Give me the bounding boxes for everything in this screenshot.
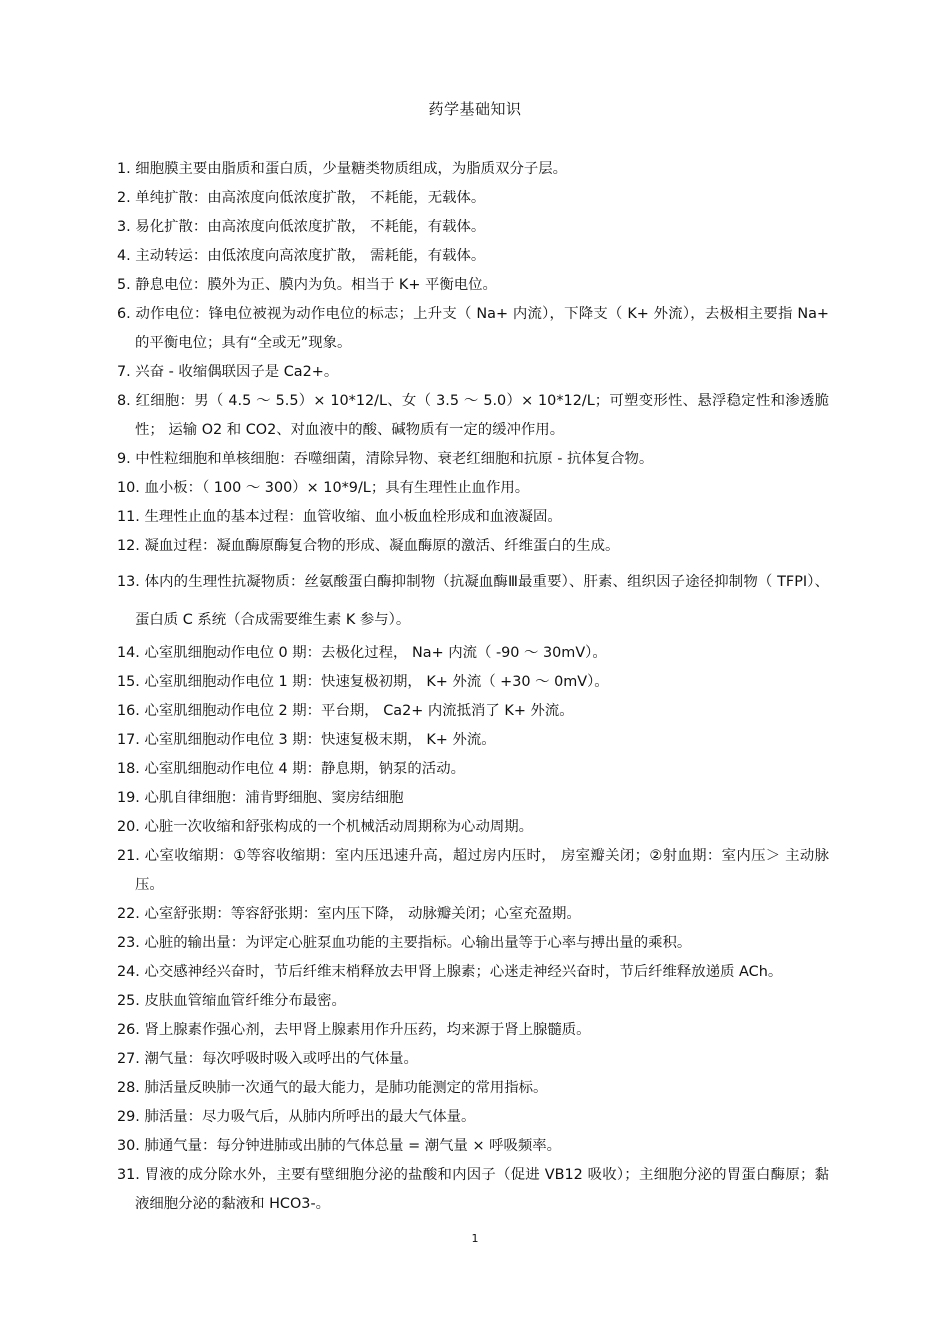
list-item: 9. 中性粒细胞和单核细胞：吞噬细菌，清除异物、衰老红细胞和抗原 - 抗体复合物。 [117,451,654,467]
document-title: 药学基础知识 [428,100,522,118]
list-item: 25. 皮肤血管缩血管纤维分布最密。 [117,993,346,1009]
list-item: 21. 心室收缩期：①等容收缩期：室内压迅速升高，超过房内压时， 房室瓣关闭；②射血期：室内压＞ 主动脉压。 [117,848,829,893]
list-item: 17. 心室肌细胞动作电位 3 期：快速复极末期， K+ 外流。 [117,732,496,748]
list-item: 5. 静息电位：膜外为正、膜内为负。相当于 K+ 平衡电位。 [117,277,497,293]
list-item: 28. 肺活量反映肺一次通气的最大能力，是肺功能测定的常用指标。 [117,1080,548,1096]
list-item: 22. 心室舒张期：等容舒张期：室内压下降， 动脉瓣关闭；心室充盈期。 [117,906,581,922]
list-item: 31. 胃液的成分除水外，主要有壁细胞分泌的盐酸和内因子（促进 VB12 吸收）；主细胞分泌的胃蛋白酶原；黏液细胞分泌的黏液和 HCO3-。 [117,1167,829,1212]
page-number: 1 [471,1232,479,1245]
list-item: 10. 血小板：（ 100 ～ 300）× 10*9/L；具有生理性止血作用。 [117,480,530,496]
list-item: 2. 单纯扩散：由高浓度向低浓度扩散， 不耗能，无载体。 [117,190,486,206]
list-item: 26. 肾上腺素作强心剂，去甲肾上腺素用作升压药，均来源于肾上腺髓质。 [117,1022,591,1038]
list-item: 24. 心交感神经兴奋时，节后纤维末梢释放去甲肾上腺素；心迷走神经兴奋时，节后纤维释放递质 ACh。 [117,964,783,980]
list-item: 11. 生理性止血的基本过程：血管收缩、血小板血栓形成和血液凝固。 [117,509,562,525]
list-item: 19. 心肌自律细胞：浦肯野细胞、窦房结细胞 [117,790,404,806]
list-item: 6. 动作电位：锋电位被视为动作电位的标志；上升支（ Na+ 内流），下降支（ K+ 外流），去极相主要指 Na+ 的平衡电位；具有“全或无”现象。 [117,306,829,351]
list-item: 13. 体内的生理性抗凝物质：丝氨酸蛋白酶抑制物（抗凝血酶Ⅲ最重要）、肝素、组织因子途径抑制物（ TFPI）、蛋白质 C 系统（合成需要维生素 K 参与）。 [117,574,829,628]
list-item: 27. 潮气量：每次呼吸时吸入或呼出的气体量。 [117,1051,418,1067]
list-item: 18. 心室肌细胞动作电位 4 期：静息期，钠泵的活动。 [117,761,465,777]
list-item: 23. 心脏的输出量：为评定心脏泵血功能的主要指标。心输出量等于心率与搏出量的乘积。 [117,935,692,951]
list-item: 4. 主动转运：由低浓度向高浓度扩散， 需耗能，有载体。 [117,248,486,264]
list-item: 1. 细胞膜主要由脂质和蛋白质，少量糖类物质组成，为脂质双分子层。 [117,161,568,177]
list-item: 15. 心室肌细胞动作电位 1 期：快速复极初期， K+ 外流（ +30 ～ 0mV）。 [117,674,609,690]
list-item: 16. 心室肌细胞动作电位 2 期：平台期， Ca2+ 内流抵消了 K+ 外流。 [117,703,574,719]
list-item: 14. 心室肌细胞动作电位 0 期：去极化过程， Na+ 内流（ -90 ～ 30mV）。 [117,645,607,661]
list-item: 30. 肺通气量：每分钟进肺或出肺的气体总量 = 潮气量 × 呼吸频率。 [117,1138,562,1154]
list-item: 8. 红细胞：男（ 4.5 ～ 5.5）× 10*12/L、女（ 3.5 ～ 5.0）× 10*12/L；可塑变形性、悬浮稳定性和渗透脆性； 运输 O2 和 CO2、对血液中的酸、碱物质有一定的缓冲作用。 [117,393,829,438]
list-item: 29. 肺活量：尽力吸气后，从肺内所呼出的最大气体量。 [117,1109,476,1125]
list-item: 12. 凝血过程：凝血酶原酶复合物的形成、凝血酶原的激活、纤维蛋白的生成。 [117,538,620,554]
list-item: 7. 兴奋 - 收缩偶联因子是 Ca2+。 [117,364,339,380]
list-item: 3. 易化扩散：由高浓度向低浓度扩散， 不耗能，有载体。 [117,219,486,235]
list-item: 20. 心脏一次收缩和舒张构成的一个机械活动周期称为心动周期。 [117,819,534,835]
knowledge-list [117,155,829,1219]
